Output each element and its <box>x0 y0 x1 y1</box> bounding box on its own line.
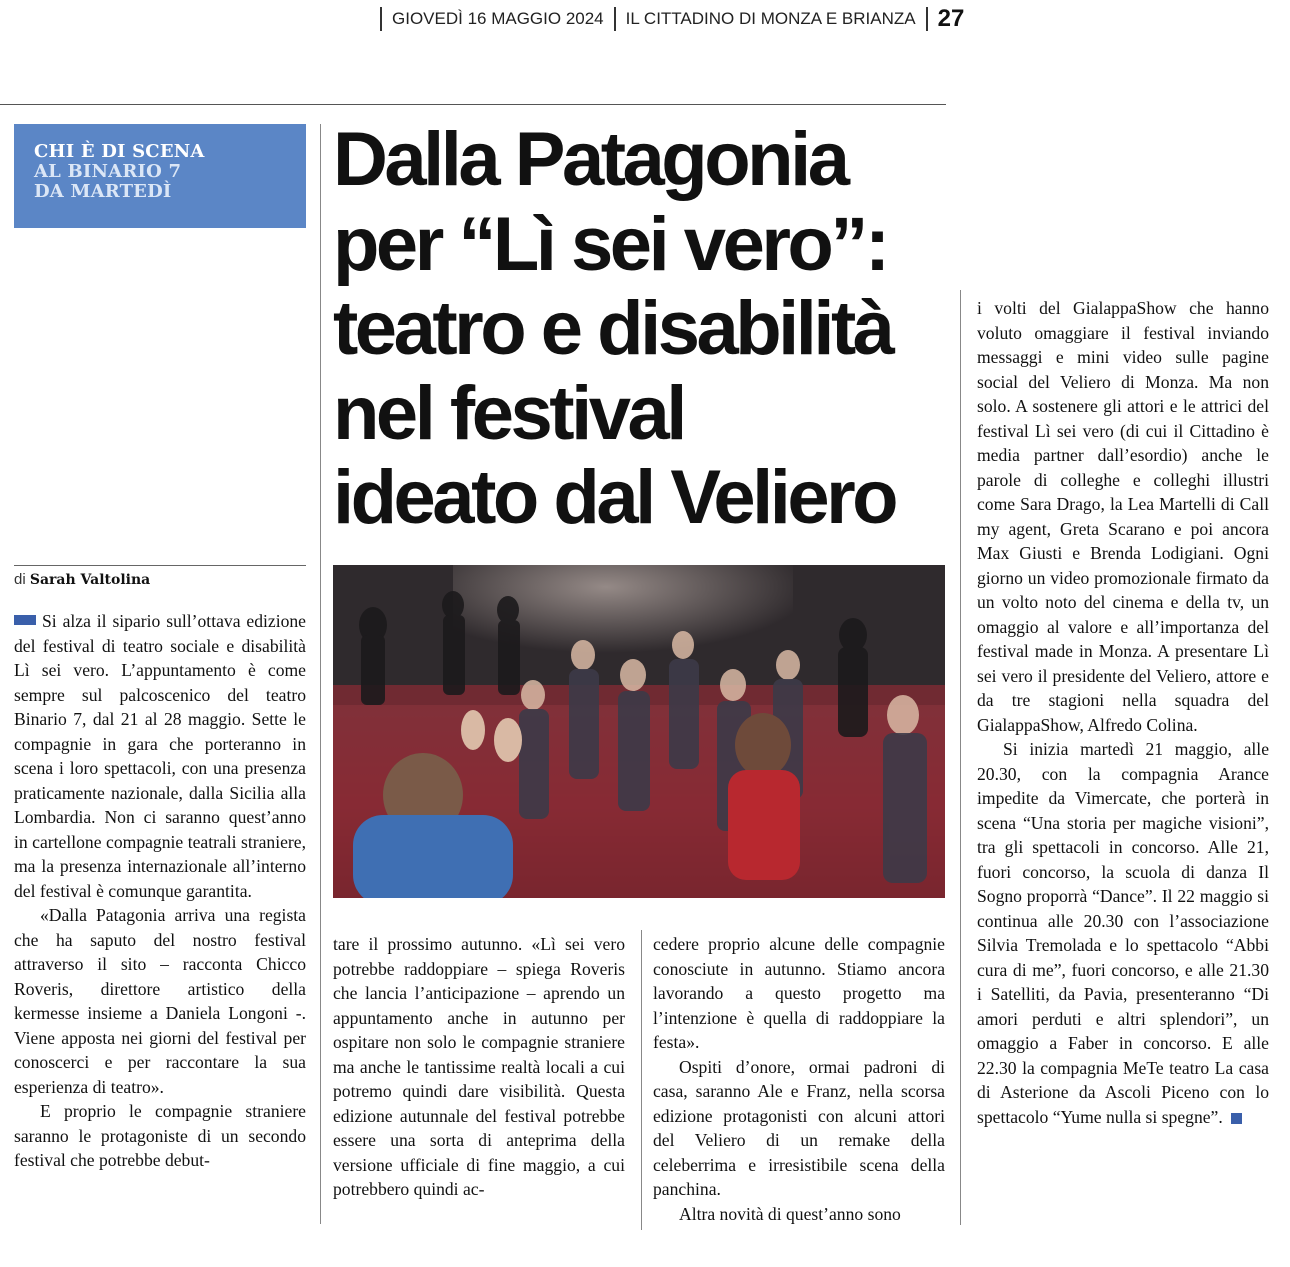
headline-line: Dalla Patagonia <box>333 117 847 202</box>
byline-author: Sarah Valtolina <box>29 572 151 588</box>
column-rule <box>320 124 321 1224</box>
page-folio <box>370 6 964 32</box>
paragraph-marker <box>14 615 36 625</box>
folio-date: GIOVEDÌ 16 MAGGIO 2024 <box>392 9 604 28</box>
headline-line: teatro e disabilità <box>333 286 892 371</box>
paragraph-text: Si inizia martedì 21 maggio, alle 20.30, con la compagnia Arance impedite da Vimercate, che porterà in scena “Una storia per magiche visioni”, tra gli spettacoli in concorso. Alle 21, fuori concorso, la scuola di danza Il Sogno proporrà “Dance”. Il 22 maggio si continua alle 20.30 con l’associazione Silvia Tremolada e lo spettacolo “Abbi cura di me”, fuori concorso, e alle 21.30 i Satelliti, da Pavia, presenteranno “Di amori perduti e altri splendori”, un omaggio a Faber in concorso. E alle 22.30 la compagnia MeTe teatro La casa di Asterione da Ascoli Piceno con lo spettacolo “Yume nulla si spegne”. <box>977 739 1269 1127</box>
byline-rule <box>14 565 306 566</box>
end-marker <box>1231 1113 1242 1124</box>
article-column-2 <box>333 932 625 1202</box>
paragraph: cedere proprio alcune delle compagnie conosciute in autunno. Stiamo ancora lavorando a questo progetto ma l’intenzione è quella di raddoppiare la festa». <box>653 934 945 1052</box>
paragraph <box>977 737 1269 1129</box>
paragraph: E proprio le compagnie straniere saranno le protagoniste di un secondo festival che potrebbe debut- <box>14 1101 306 1170</box>
section-kicker <box>14 124 306 228</box>
article-column-3 <box>653 932 945 1226</box>
paragraph: Ospiti d’onore, ormai padroni di casa, saranno Ale e Franz, nella scorsa edizione protagonisti con alcuni attori del Veliero di un remake della celeberrima e irresistibile scena della panchina. <box>653 1056 945 1199</box>
kicker-line: DA MARTEDÌ <box>34 181 172 202</box>
byline <box>14 571 150 588</box>
folio-publication: IL CITTADINO DI MONZA E BRIANZA <box>625 9 916 28</box>
folio-divider <box>614 7 616 31</box>
paragraph: i volti del GialappaShow che hanno voluto omaggiare il festival inviando messaggi e mini video sulle pagine social del Veliero di Monza. Ma non solo. A sostenere gli attori e le attrici del festival Lì sei vero (di cui il Cittadino è media partner dall’esordio) anche le parole di colleghe e colleghi illustri come Sara Drago, la Lea Martelli di Call my agent, Greta Scarano e poi ancora Max Giusti e Brenda Lodigiani. Ogni giorno un video promozionale firmato da un volto noto del cinema e della tv, un omaggio al valore e all’importanza del festival made in Monza. A presentare Lì sei vero il presidente del Veliero, attore e da tre stagioni nella squadra del GialappaShow, Alfredo Colina. <box>977 298 1269 735</box>
paragraph: tare il prossimo autunno. «Lì sei vero potrebbe raddoppiare – spiega Roveris che lancia l’anticipazione – aprendo un appuntamento anche in autunno per ospitare non solo le compagnie straniere ma anche le tantissime realtà locali a cui potremo quindi dare visibilità. Questa edizione autunnale del festival potrebbe essere una sorta di anteprima della versione ufficiale di fine maggio, a cui potrebbero quindi ac- <box>333 934 625 1199</box>
article-photo <box>333 565 945 898</box>
paragraph: Altra novità di quest’anno sono <box>679 1203 901 1224</box>
folio-divider <box>926 7 928 31</box>
kicker-line: AL BINARIO 7 <box>34 161 182 182</box>
headline-line: per “Lì sei vero”: <box>333 201 887 287</box>
kicker-line: CHI È DI SCENA <box>34 141 205 162</box>
headline-line: nel festival <box>333 370 684 456</box>
paragraph-text: Si alza il sipario sull’ottava edizione del festival di teatro sociale e disabilità Lì sei vero. L’appuntamento è come sempre sul palcoscenico del teatro Binario 7, dal 21 al 28 maggio. Sette le compagnie in gara che porteranno in scena i loro spettacoli, con una presenza praticamente nazionale, dalla Sicilia alla Lombardia. Non ci saranno quest’anno in cartellone compagnie teatrali straniere, ma la presenza internazionale all’interno del festival è comunque garantita. <box>14 611 306 901</box>
article-column-4 <box>977 296 1269 1129</box>
paragraph: «Dalla Patagonia arriva una regista che ha saputo del nostro festival attraverso il sito – racconta Chicco Roveris, direttore artistico della kermesse insieme a Daniela Longoni -. Viene apposta nei giorni del festival per conoscerci e per raccontare la sua esperienza di teatro». <box>14 905 306 1097</box>
photo-illustration <box>333 565 945 898</box>
column-rule <box>641 930 642 1230</box>
headline-line: ideato dal Veliero <box>333 455 896 540</box>
article-column-1 <box>14 609 306 1173</box>
header-rule <box>0 104 946 105</box>
folio-divider <box>380 7 382 31</box>
article-headline <box>333 118 945 541</box>
paragraph <box>14 609 306 903</box>
byline-prefix: di <box>14 571 26 588</box>
column-rule <box>960 290 961 1225</box>
folio-page-number: 27 <box>937 5 965 32</box>
